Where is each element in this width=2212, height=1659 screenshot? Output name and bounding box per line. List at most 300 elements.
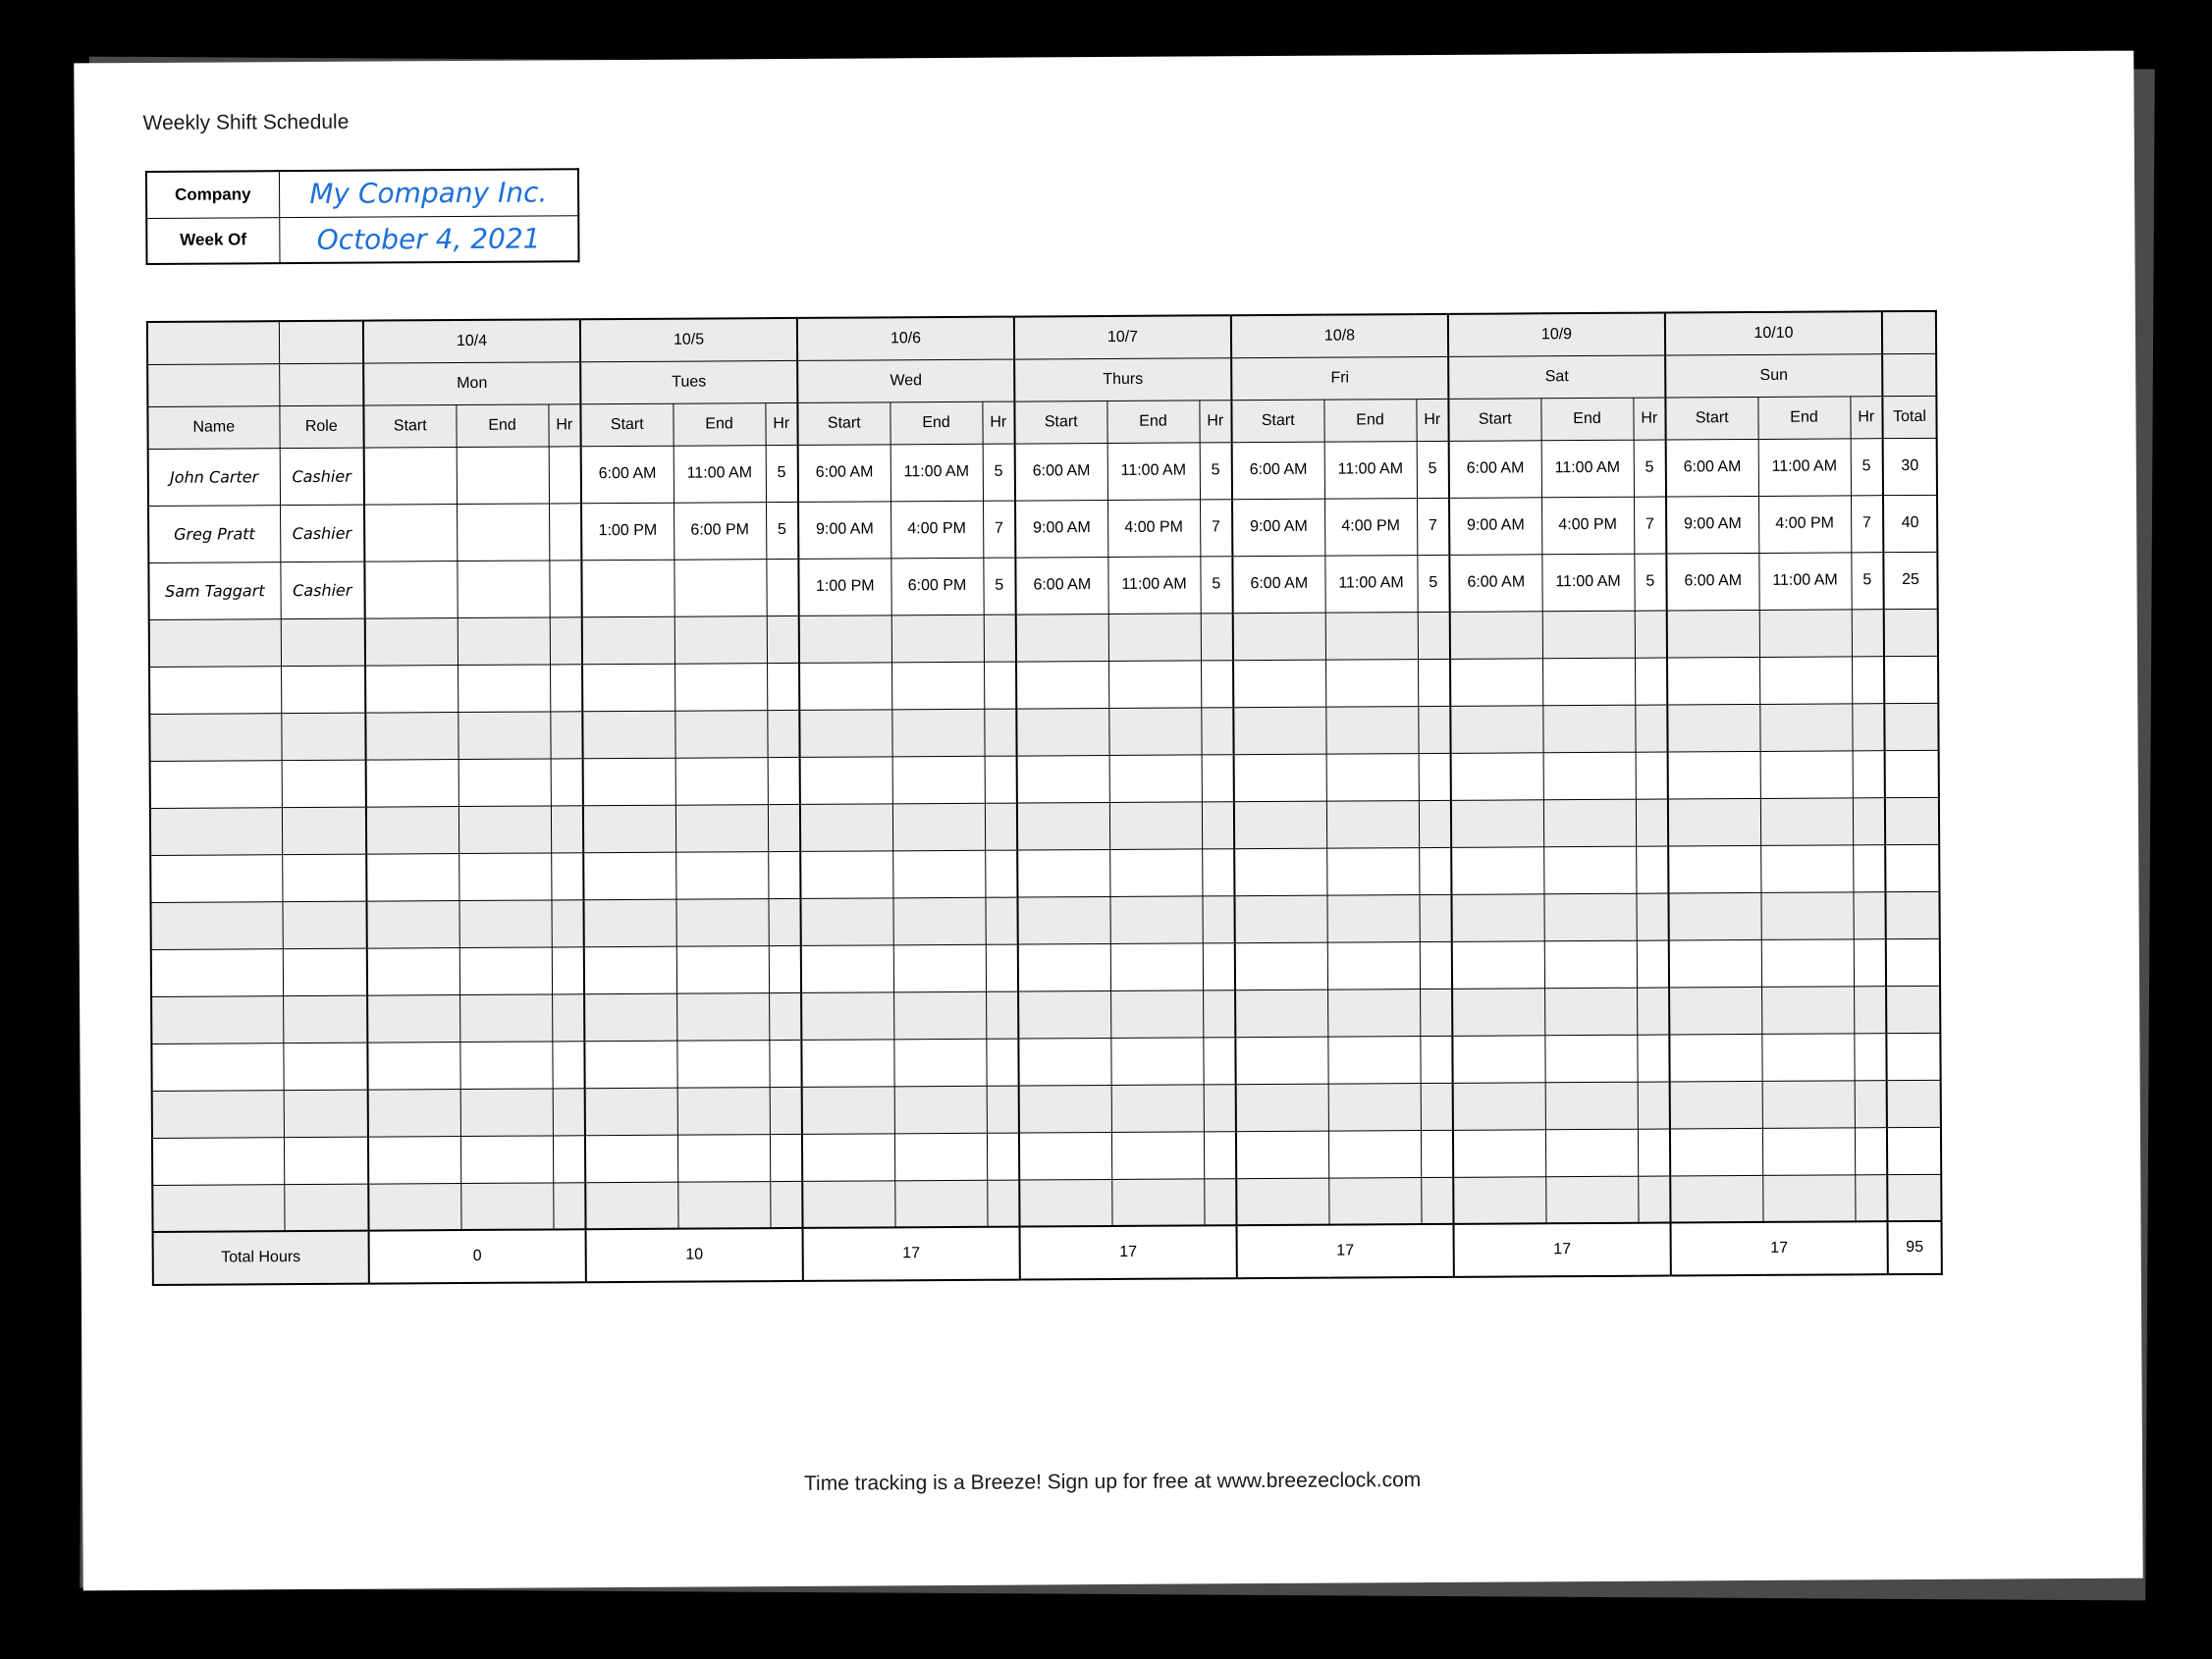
empty-end-cell[interactable]: [891, 615, 984, 663]
empty-name-cell[interactable]: [150, 854, 282, 902]
empty-hr-cell: [1202, 754, 1234, 801]
empty-end-cell[interactable]: [892, 756, 985, 804]
shift-start[interactable]: 6:00 AM: [1232, 442, 1324, 500]
empty-start-cell[interactable]: [802, 1180, 894, 1228]
empty-end-cell[interactable]: [1327, 989, 1420, 1037]
shift-start[interactable]: [364, 561, 457, 618]
schedule-table-wrap: [146, 310, 1943, 1286]
empty-end-cell[interactable]: [1759, 703, 1852, 751]
empty-start-cell[interactable]: [1018, 943, 1110, 991]
empty-end-cell[interactable]: [894, 1180, 987, 1228]
empty-end-cell[interactable]: [1109, 895, 1202, 943]
empty-start-cell[interactable]: [1234, 895, 1326, 943]
empty-start-cell[interactable]: [1451, 799, 1543, 847]
empty-end-cell[interactable]: [1108, 660, 1201, 708]
empty-hr-cell: [1420, 989, 1452, 1036]
empty-hr-cell: [1852, 703, 1884, 750]
empty-start-cell[interactable]: [1233, 707, 1325, 755]
empty-end-cell[interactable]: [1325, 659, 1418, 707]
empty-end-cell[interactable]: [1545, 1082, 1638, 1130]
empty-start-cell[interactable]: [585, 1182, 677, 1230]
employee-role[interactable]: Cashier: [280, 505, 364, 562]
total-hours-row: [153, 1221, 1942, 1285]
empty-name-cell[interactable]: [149, 666, 281, 714]
empty-start-cell[interactable]: [1453, 1082, 1545, 1130]
empty-name-cell[interactable]: [150, 901, 282, 949]
shift-hours: [766, 559, 798, 615]
empty-total-cell: [1887, 1080, 1941, 1127]
empty-end-cell[interactable]: [1759, 656, 1852, 704]
shift-end[interactable]: [457, 560, 549, 617]
empty-end-cell[interactable]: [1111, 1178, 1204, 1226]
week-of-value[interactable]: October 4, 2021: [279, 215, 578, 263]
empty-end-cell[interactable]: [1325, 612, 1418, 660]
empty-end-cell[interactable]: [1762, 1174, 1855, 1222]
empty-end-cell[interactable]: [1328, 1130, 1421, 1178]
shift-end[interactable]: 11:00 AM: [1758, 552, 1851, 610]
shift-end[interactable]: [674, 559, 766, 616]
empty-start-cell[interactable]: [1235, 1037, 1327, 1085]
empty-end-cell[interactable]: [1759, 609, 1852, 657]
empty-end-cell[interactable]: [1545, 1129, 1638, 1177]
empty-end-cell[interactable]: [1109, 848, 1202, 896]
empty-start-cell[interactable]: [366, 900, 459, 948]
shift-start[interactable]: 9:00 AM: [1666, 496, 1758, 554]
empty-start-cell[interactable]: [584, 993, 676, 1042]
empty-start-cell[interactable]: [583, 852, 675, 900]
empty-hr-cell: [1637, 940, 1669, 988]
empty-start-cell[interactable]: [1017, 896, 1109, 944]
page-title: Weekly Shift Schedule: [142, 110, 350, 134]
empty-hr-cell: [770, 1181, 802, 1228]
shift-start[interactable]: 1:00 PM: [798, 558, 890, 615]
empty-total-cell: [1887, 1174, 1941, 1221]
empty-start-cell[interactable]: [365, 665, 458, 713]
empty-start-cell[interactable]: [368, 1089, 460, 1137]
empty-role-cell[interactable]: [282, 807, 366, 855]
empty-start-cell[interactable]: [1668, 892, 1760, 940]
empty-start-cell[interactable]: [1670, 1175, 1762, 1223]
shift-start[interactable]: 6:00 AM: [1666, 439, 1758, 497]
empty-end-cell[interactable]: [1762, 1080, 1855, 1128]
empty-end-cell[interactable]: [893, 944, 986, 992]
empty-start-cell[interactable]: [1017, 849, 1109, 897]
empty-start-cell[interactable]: [1450, 658, 1542, 706]
empty-end-cell[interactable]: [1326, 894, 1419, 942]
empty-start-cell[interactable]: [584, 946, 676, 994]
employee-name[interactable]: Sam Taggart: [148, 562, 280, 619]
empty-hr-cell: [1854, 1033, 1886, 1080]
company-value[interactable]: My Company Inc.: [279, 169, 578, 217]
shift-end[interactable]: 11:00 AM: [1107, 556, 1200, 614]
empty-name-cell[interactable]: [151, 1043, 283, 1091]
empty-end-cell[interactable]: [460, 1135, 553, 1183]
header-start-2: Start: [797, 401, 890, 445]
empty-end-cell[interactable]: [459, 946, 552, 994]
shift-start[interactable]: 6:00 AM: [1449, 554, 1541, 612]
day-date-2: 10/6: [797, 317, 1014, 360]
empty-end-cell[interactable]: [1110, 1037, 1203, 1085]
shift-hours: 5: [1200, 556, 1232, 613]
empty-start-cell[interactable]: [366, 806, 459, 854]
header-hr-1: Hr: [765, 402, 797, 445]
empty-end-cell[interactable]: [1109, 801, 1202, 849]
header-name: Name: [147, 405, 279, 449]
empty-end-cell[interactable]: [1762, 1127, 1855, 1175]
shift-hours: 5: [766, 502, 798, 559]
empty-end-cell[interactable]: [1327, 1036, 1420, 1084]
shift-start[interactable]: 9:00 AM: [1232, 499, 1324, 557]
empty-start-cell[interactable]: [801, 944, 893, 992]
empty-start-cell[interactable]: [585, 1088, 677, 1136]
shift-end[interactable]: 4:00 PM: [1107, 499, 1200, 557]
shift-end[interactable]: 6:00 PM: [674, 502, 766, 560]
empty-start-cell[interactable]: [583, 899, 675, 947]
shift-end[interactable]: 11:00 AM: [674, 445, 766, 503]
empty-role-cell[interactable]: [283, 948, 367, 996]
empty-start-cell[interactable]: [801, 991, 893, 1040]
empty-start-cell[interactable]: [1450, 611, 1542, 659]
empty-end-cell[interactable]: [459, 899, 551, 947]
empty-end-cell[interactable]: [676, 992, 769, 1041]
empty-role-cell[interactable]: [284, 1090, 368, 1138]
shift-start[interactable]: [581, 560, 674, 617]
empty-end-cell[interactable]: [1761, 938, 1854, 987]
empty-hr-cell: [1204, 1178, 1236, 1225]
empty-start-cell[interactable]: [1016, 661, 1108, 709]
empty-end-cell[interactable]: [1328, 1177, 1421, 1225]
empty-end-cell[interactable]: [1110, 990, 1203, 1038]
empty-end-cell[interactable]: [893, 991, 986, 1040]
empty-end-cell[interactable]: [1111, 1131, 1204, 1179]
empty-start-cell[interactable]: [1452, 1035, 1544, 1083]
empty-hr-cell: [1853, 750, 1885, 797]
empty-end-cell[interactable]: [892, 850, 985, 898]
empty-start-cell[interactable]: [800, 897, 892, 945]
empty-end-cell[interactable]: [458, 664, 550, 712]
empty-role-cell[interactable]: [282, 901, 366, 949]
empty-end-cell[interactable]: [677, 1134, 770, 1182]
row-total: 25: [1883, 552, 1937, 609]
empty-start-cell[interactable]: [1233, 613, 1325, 661]
shift-end[interactable]: 4:00 PM: [890, 501, 983, 559]
empty-start-cell[interactable]: [1450, 705, 1542, 753]
empty-start-cell[interactable]: [802, 1086, 894, 1134]
empty-role-cell[interactable]: [281, 713, 365, 761]
shift-start[interactable]: 9:00 AM: [1449, 497, 1541, 555]
empty-start-cell[interactable]: [1234, 801, 1326, 849]
empty-start-cell[interactable]: [1016, 708, 1108, 756]
empty-start-cell[interactable]: [1667, 704, 1759, 752]
empty-start-cell[interactable]: [1019, 1179, 1111, 1227]
empty-end-cell[interactable]: [892, 897, 985, 945]
empty-start-cell[interactable]: [584, 1041, 676, 1089]
empty-end-cell[interactable]: [1111, 1084, 1204, 1132]
empty-start-cell[interactable]: [582, 664, 674, 712]
empty-start-cell[interactable]: [1018, 990, 1110, 1039]
empty-start-cell[interactable]: [801, 1039, 893, 1087]
empty-end-cell[interactable]: [1545, 1176, 1638, 1224]
empty-name-cell[interactable]: [151, 995, 283, 1044]
empty-hr-cell: [1853, 797, 1885, 844]
empty-role-cell[interactable]: [282, 760, 366, 808]
empty-name-cell[interactable]: [150, 807, 282, 855]
empty-hr-cell: [1855, 1174, 1887, 1221]
empty-start-cell[interactable]: [368, 1183, 460, 1231]
empty-start-cell[interactable]: [1452, 988, 1544, 1036]
empty-hr-cell: [553, 1135, 585, 1182]
empty-start-cell[interactable]: [367, 947, 459, 995]
empty-role-cell[interactable]: [281, 666, 365, 714]
empty-start-cell[interactable]: [1235, 990, 1327, 1038]
empty-start-cell[interactable]: [1452, 940, 1544, 989]
empty-start-cell[interactable]: [1451, 752, 1543, 800]
shift-end[interactable]: 4:00 PM: [1324, 498, 1417, 556]
empty-hr-cell: [1420, 941, 1452, 989]
empty-role-cell[interactable]: [282, 854, 366, 902]
empty-start-cell[interactable]: [582, 616, 674, 665]
empty-start-cell[interactable]: [1234, 848, 1326, 896]
empty-end-cell[interactable]: [1760, 844, 1853, 892]
shift-start[interactable]: [364, 504, 457, 562]
empty-end-cell[interactable]: [1328, 1083, 1421, 1131]
empty-end-cell[interactable]: [1326, 800, 1419, 848]
empty-name-cell[interactable]: [150, 760, 282, 808]
empty-end-cell[interactable]: [894, 1086, 987, 1134]
empty-end-cell[interactable]: [459, 852, 551, 900]
empty-end-cell[interactable]: [1760, 891, 1853, 939]
empty-total-cell: [1885, 750, 1939, 797]
empty-start-cell[interactable]: [1670, 1081, 1762, 1129]
empty-end-cell[interactable]: [1542, 658, 1635, 706]
empty-start-cell[interactable]: [1451, 893, 1543, 941]
empty-end-cell[interactable]: [458, 616, 550, 665]
empty-end-cell[interactable]: [459, 805, 551, 853]
empty-start-cell[interactable]: [1017, 802, 1109, 850]
empty-end-cell[interactable]: [1761, 1033, 1854, 1081]
empty-start-cell[interactable]: [367, 1042, 459, 1090]
empty-start-cell[interactable]: [800, 803, 892, 851]
empty-start-cell[interactable]: [799, 615, 891, 663]
empty-start-cell[interactable]: [582, 711, 674, 759]
shift-end[interactable]: 11:00 AM: [1324, 555, 1417, 613]
empty-end-cell[interactable]: [893, 1039, 986, 1087]
empty-hr-cell: [550, 711, 582, 758]
empty-end-cell[interactable]: [1110, 942, 1203, 990]
empty-start-cell[interactable]: [1234, 754, 1326, 802]
empty-start-cell[interactable]: [583, 805, 675, 853]
empty-end-cell[interactable]: [677, 1087, 770, 1135]
empty-end-cell[interactable]: [1761, 986, 1854, 1034]
empty-role-cell[interactable]: [284, 1137, 368, 1185]
empty-start-cell[interactable]: [583, 758, 675, 806]
shift-hours: 7: [1417, 498, 1449, 555]
empty-end-cell[interactable]: [1108, 613, 1201, 661]
shift-end[interactable]: 11:00 AM: [1758, 438, 1851, 496]
employee-role[interactable]: Cashier: [280, 562, 364, 619]
shift-start[interactable]: 6:00 AM: [1666, 553, 1758, 611]
empty-name-cell[interactable]: [149, 713, 281, 761]
empty-end-cell[interactable]: [675, 898, 768, 946]
empty-start-cell[interactable]: [1019, 1085, 1111, 1133]
empty-start-cell[interactable]: [367, 994, 459, 1043]
shift-end[interactable]: [457, 446, 549, 504]
shift-end[interactable]: 4:00 PM: [1541, 497, 1634, 555]
empty-start-cell[interactable]: [366, 759, 459, 807]
empty-hr-cell: [1854, 986, 1886, 1033]
empty-start-cell[interactable]: [1668, 798, 1760, 846]
employee-role[interactable]: Cashier: [280, 448, 364, 506]
empty-start-cell[interactable]: [802, 1133, 894, 1181]
empty-start-cell[interactable]: [1669, 939, 1761, 988]
empty-start-cell[interactable]: [800, 756, 892, 804]
empty-end-cell[interactable]: [1544, 1035, 1637, 1083]
empty-end-cell[interactable]: [891, 662, 984, 710]
shift-start[interactable]: 6:00 AM: [1232, 556, 1324, 614]
empty-end-cell[interactable]: [1544, 988, 1637, 1036]
empty-start-cell[interactable]: [1018, 1038, 1110, 1086]
shift-start[interactable]: 9:00 AM: [798, 501, 890, 559]
empty-end-cell[interactable]: [460, 1182, 553, 1230]
empty-start-cell[interactable]: [1669, 987, 1761, 1035]
empty-name-cell[interactable]: [152, 1137, 284, 1185]
empty-start-cell[interactable]: [1669, 1034, 1761, 1082]
empty-start-cell[interactable]: [1017, 755, 1109, 803]
empty-start-cell[interactable]: [1667, 610, 1759, 658]
shift-end[interactable]: [457, 503, 549, 561]
empty-end-cell[interactable]: [459, 993, 552, 1042]
empty-hr-cell: [1419, 800, 1451, 847]
empty-role-cell[interactable]: [281, 618, 365, 667]
empty-start-cell[interactable]: [365, 712, 458, 760]
empty-end-cell[interactable]: [892, 803, 985, 851]
empty-hr-cell: [1853, 844, 1885, 891]
shift-end[interactable]: 11:00 AM: [1541, 554, 1634, 612]
empty-end-cell[interactable]: [1542, 611, 1635, 659]
empty-start-cell[interactable]: [1453, 1176, 1545, 1224]
shift-hours: 7: [1851, 495, 1883, 552]
empty-start-cell[interactable]: [1016, 614, 1108, 662]
shift-end[interactable]: 11:00 AM: [1107, 442, 1200, 500]
shift-start[interactable]: 9:00 AM: [1015, 500, 1107, 558]
empty-start-cell[interactable]: [800, 850, 892, 898]
empty-start-cell[interactable]: [365, 617, 458, 666]
empty-start-cell[interactable]: [799, 662, 891, 710]
shift-start[interactable]: 1:00 PM: [581, 503, 674, 561]
empty-start-cell[interactable]: [1235, 942, 1327, 990]
empty-end-cell[interactable]: [674, 663, 767, 711]
shift-start[interactable]: 6:00 AM: [798, 444, 890, 502]
empty-end-cell[interactable]: [1543, 846, 1636, 894]
empty-end-cell[interactable]: [1543, 893, 1636, 941]
empty-start-cell[interactable]: [1236, 1084, 1328, 1132]
empty-end-cell[interactable]: [674, 710, 767, 758]
empty-hr-cell: [1418, 612, 1450, 659]
empty-end-cell[interactable]: [676, 1040, 769, 1088]
shift-end[interactable]: 6:00 PM: [890, 558, 983, 615]
corner-blank-1: [147, 321, 279, 364]
empty-end-cell[interactable]: [460, 1088, 553, 1136]
empty-hr-cell: [551, 852, 583, 899]
empty-total-cell: [1884, 703, 1938, 750]
shift-start[interactable]: [364, 447, 457, 505]
shift-start[interactable]: 6:00 AM: [581, 446, 674, 504]
empty-name-cell[interactable]: [152, 1090, 284, 1138]
empty-start-cell[interactable]: [366, 853, 459, 901]
empty-hr-cell: [550, 664, 582, 711]
empty-end-cell[interactable]: [891, 709, 984, 757]
empty-end-cell[interactable]: [458, 711, 550, 759]
empty-name-cell[interactable]: [149, 618, 281, 667]
empty-end-cell[interactable]: [459, 758, 551, 806]
shift-start[interactable]: 6:00 AM: [1449, 440, 1541, 498]
empty-end-cell[interactable]: [675, 757, 768, 805]
shift-end[interactable]: 11:00 AM: [1541, 440, 1634, 498]
empty-total-cell: [1886, 986, 1940, 1033]
shift-end[interactable]: 11:00 AM: [890, 444, 983, 502]
empty-end-cell[interactable]: [1108, 707, 1201, 755]
shift-end[interactable]: 4:00 PM: [1758, 495, 1851, 553]
empty-end-cell[interactable]: [674, 615, 767, 664]
empty-end-cell[interactable]: [459, 1041, 552, 1089]
empty-end-cell[interactable]: [1542, 705, 1635, 753]
empty-start-cell[interactable]: [1019, 1132, 1111, 1180]
empty-start-cell[interactable]: [799, 709, 891, 757]
shift-start[interactable]: 6:00 AM: [1015, 443, 1107, 501]
shift-start[interactable]: 6:00 AM: [1015, 557, 1107, 615]
employee-name[interactable]: John Carter: [148, 448, 280, 506]
empty-end-cell[interactable]: [1543, 752, 1636, 800]
empty-start-cell[interactable]: [1236, 1131, 1328, 1179]
empty-end-cell[interactable]: [1760, 797, 1853, 845]
empty-start-cell[interactable]: [1668, 845, 1760, 893]
empty-role-cell[interactable]: [283, 995, 367, 1044]
empty-start-cell[interactable]: [1233, 660, 1325, 708]
empty-end-cell[interactable]: [1543, 799, 1636, 847]
empty-end-cell[interactable]: [1760, 750, 1853, 798]
empty-end-cell[interactable]: [1326, 753, 1419, 801]
empty-start-cell[interactable]: [1451, 846, 1543, 894]
empty-end-cell[interactable]: [1544, 940, 1637, 989]
empty-start-cell[interactable]: [368, 1136, 460, 1184]
empty-end-cell[interactable]: [894, 1133, 987, 1181]
empty-end-cell[interactable]: [1327, 941, 1420, 990]
empty-role-cell[interactable]: [283, 1043, 367, 1091]
empty-end-cell[interactable]: [1109, 754, 1202, 802]
empty-end-cell[interactable]: [1326, 847, 1419, 895]
empty-end-cell[interactable]: [677, 1181, 770, 1229]
empty-end-cell[interactable]: [676, 945, 769, 993]
empty-start-cell[interactable]: [1668, 751, 1760, 799]
employee-name[interactable]: Greg Pratt: [148, 505, 280, 562]
empty-name-cell[interactable]: [152, 1184, 284, 1232]
empty-start-cell[interactable]: [1453, 1129, 1545, 1177]
empty-name-cell[interactable]: [151, 948, 283, 996]
empty-start-cell[interactable]: [1667, 657, 1759, 705]
shift-hours: 5: [1634, 440, 1666, 497]
empty-hr-cell: [985, 756, 1017, 803]
empty-start-cell[interactable]: [585, 1135, 677, 1183]
empty-hr-cell: [767, 615, 799, 663]
empty-start-cell[interactable]: [1670, 1128, 1762, 1176]
empty-role-cell[interactable]: [284, 1184, 368, 1232]
header-start-5: Start: [1448, 398, 1540, 441]
empty-end-cell[interactable]: [675, 804, 768, 852]
empty-end-cell[interactable]: [675, 851, 768, 899]
empty-start-cell[interactable]: [1236, 1178, 1328, 1226]
shift-end[interactable]: 11:00 AM: [1324, 441, 1417, 499]
empty-end-cell[interactable]: [1325, 706, 1418, 754]
